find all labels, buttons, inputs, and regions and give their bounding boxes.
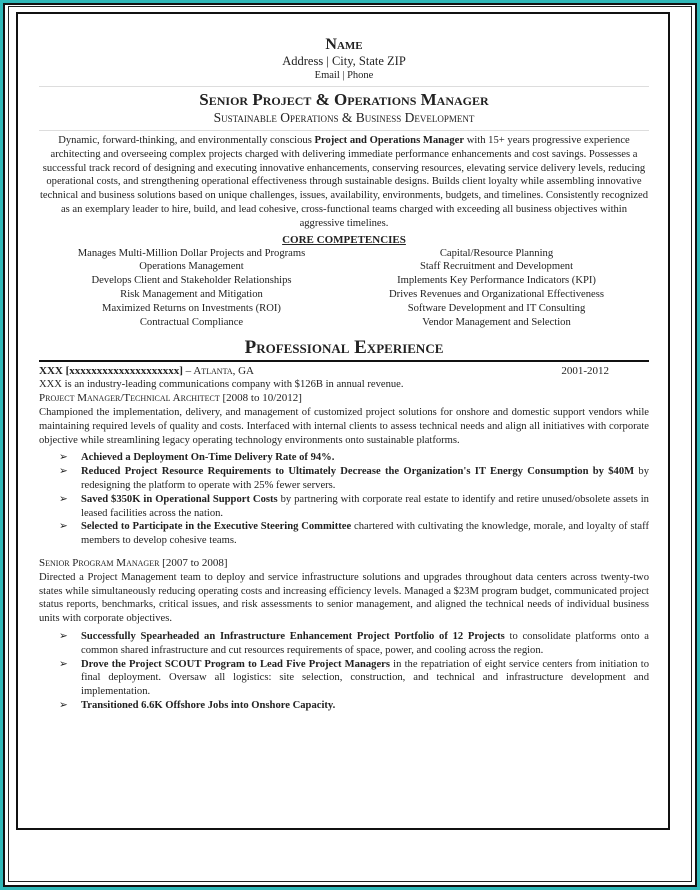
contact-info: Email | Phone [314,70,374,81]
competency-item: Operations Management [139,261,244,273]
core-competencies-heading: CORE COMPETENCIES [282,233,406,246]
arrowhead-bullet-icon: ➢ [59,630,68,642]
competency-item: Contractual Compliance [139,316,244,328]
resume-page [16,12,670,830]
role-period: [2007 to 2008] [159,556,228,569]
company-description: XXX is an industry-leading communications company with $126B in annual revenue. [39,379,404,391]
achievement-bold: Drove the Project SCOUT Program to Lead Five Project Managers [81,658,390,670]
arrowhead-bullet-icon: ➢ [59,521,68,533]
headline-title: Senior Project & Operations Manager [199,90,489,109]
role-description: Directed a Project Management team to deploy and service infrastructure solutions and upgrades throughout data centers across twenty-two states while simultaneously reducing operating costs and increasing efficiency levels. Managed a $23M program budget, communicated project status reports, benchmarks, critical issues, and risk assessments to senior management, and aligned the technical needs of individual business units with corporate objectives. [39,571,649,625]
competency-item: Risk Management and Mitigation [120,288,263,300]
achievement-text: in the repatriation of eight service centers from initiation to final deployment. Oversaw all logistics: site selection, construction, and technical and infrastructure development and implementation. [81,658,649,698]
spacer [39,548,649,557]
role-title: Senior Program Manager [39,556,160,569]
achievement-bold: Selected to Participate in the Executive Steering Committee [81,521,352,533]
achievement-item [59,699,649,713]
achievement-bold: Saved $350K in Operational Support Costs [81,493,278,505]
competencies-list [39,247,649,330]
competency-item: Capital/Resource Planning [439,247,554,259]
achievement-item [59,451,649,465]
arrowhead-bullet-icon: ➢ [59,699,68,711]
achievement-bold: Transitioned 6.6K Offshore Jobs into Onshore Capacity. [81,699,336,711]
achievement-text: by partnering with corporate real estate to identify and retire unused/obsolete assets in leased facilities across the nation. [81,493,649,519]
achievement-text: to consolidate platforms onto a common shared infrastructure and cut resources requirements of space, power, and cooling across the region. [81,630,649,656]
achievement-bold: Reduced Project Resource Requirements to Ultimately Decrease the Organization's IT Energy Consumption by $40M [81,466,635,478]
achievement-list [39,630,649,713]
company-name: XXX [xxxxxxxxxxxxxxxxxxxx] [39,365,183,378]
achievement-item [59,658,649,699]
competency-item: Develops Client and Stakeholder Relationships [91,275,292,287]
arrowhead-bullet-icon: ➢ [59,658,68,670]
arrowhead-bullet-icon: ➢ [59,452,68,464]
address: Address | City, State ZIP [282,54,406,68]
competency-item: Drives Revenues and Organizational Effectiveness [389,288,604,300]
summary [39,134,649,231]
headline-subtitle: Sustainable Operations & Business Development [213,110,475,125]
candidate-name: Name [325,36,363,53]
competency-item: Software Development and IT Consulting [407,302,586,314]
divider [39,130,649,131]
employment-dates: 2001-2012 [561,365,609,378]
arrowhead-bullet-icon: ➢ [59,466,68,478]
achievement-item [59,520,649,548]
employer-row [39,364,649,378]
achievement-item [59,630,649,658]
achievement-bold: Achieved a Deployment On-Time Delivery Rate of 94%. [81,452,335,464]
achievement-item [59,493,649,521]
role-description: Championed the implementation, delivery, and management of customized project solutions for onshore and domestic support vendors while maintaining required levels of quality and costs. Interfaced with internal clients to assess technical needs and align all initiatives with corporate objective while streamlining legacy operating technology environments onto sustainable platforms. [39,406,649,446]
achievement-bold: Successfully Spearheaded an Infrastructure Enhancement Project Portfolio of 12 Projects [81,630,505,642]
competencies-left [39,247,344,330]
achievement-text: chartered with cultivating the knowledge, morale, and loyalty of staff members to develop cohesive teams. [81,521,649,547]
role-heading [39,557,649,571]
competency-item: Implements Key Performance Indicators (KPI) [397,275,596,287]
arrowhead-bullet-icon: ➢ [59,493,68,505]
achievement-item [59,465,649,493]
experience-heading: Professional Experience [39,337,649,362]
achievement-text: by redesigning the platform to operate with 25% fewer servers. [81,466,649,491]
divider [39,86,649,87]
summary-text: Dynamic, forward-thinking, and environmentally conscious [58,135,315,146]
competency-item: Staff Recruitment and Development [419,261,574,273]
role-heading [39,392,649,406]
achievement-list [39,451,649,548]
competency-item: Vendor Management and Selection [422,316,571,328]
competency-item: Manages Multi-Million Dollar Projects and Programs [77,247,306,259]
company-location: – Atlanta, GA [182,365,254,378]
roles [39,392,649,713]
competencies-right [344,247,649,330]
summary-bold: Project and Operations Manager [314,135,465,146]
employer [39,364,254,378]
summary-text: with 15+ years progressive experience architecting and overseeing complex projects charged with delivering immediate performance enhancements and cost savings. Possesses a successful track record of designing and executing innovative enhancements, conserving resources, elevating service delivery levels, reducing operational costs, and strengthening operational effectiveness through sustainable designs. Builds client loyalty while assembling innovative technical and business solutions based on unique challenges, issues, availability, environments, budgets, and timelines. Consistently recognized as an exemplary leader to hire, build, and lead cohesive, cross-functional teams charged with exceeding all business objectives within aggressive timelines. [39,135,649,229]
role-period: [2008 to 10/2012] [219,392,302,405]
competency-item: Maximized Returns on Investments (ROI) [102,302,281,314]
role-title: Project Manager/Technical Architect [39,392,220,405]
